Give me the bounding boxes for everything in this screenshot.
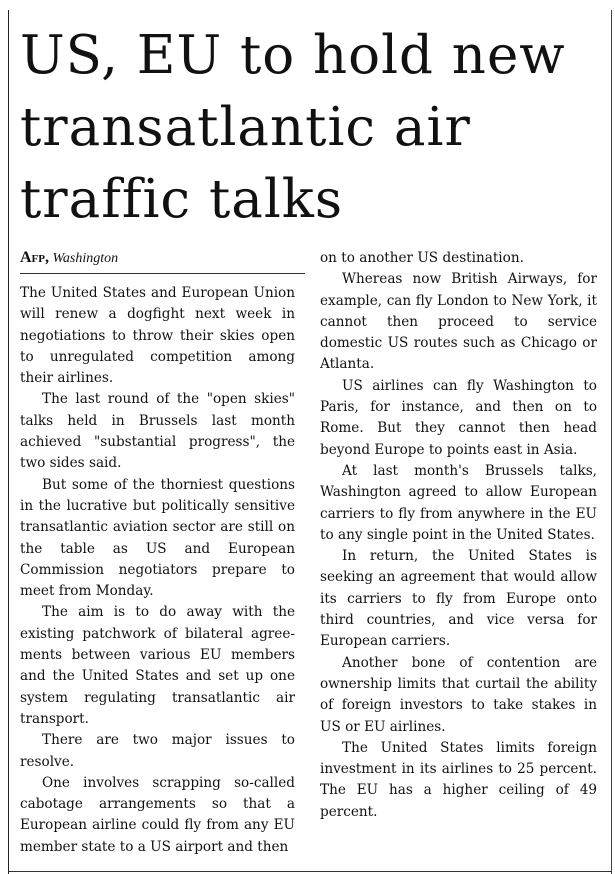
right-border-rule [611, 10, 612, 874]
paragraph: But some of the thorniest questions in the lucrative but politically sensitive transatlantic aviation sector are still on the table as US and European Commission negotiators prepare to meet from Monday. [20, 476, 295, 600]
byline [20, 248, 305, 274]
paragraph: The last round of the "open skies" talks held in Brussels last month achieved "substantial progress", the two sides said. [20, 391, 295, 472]
paragraph: The United States limits foreign investment in its airlines to 25 percent. The EU has a higher ceiling of 49 percent. [320, 739, 597, 820]
paragraph: In return, the United States is seeking an agreement that would allow its carriers to fly from Europe onto third countries, and vice versa for European carriers. [320, 548, 597, 650]
headline: US, EU to hold new transatlantic air traffic talks [20, 25, 566, 230]
right-column [320, 248, 597, 823]
paragraph: Whereas now British Airways, for example, can fly London to New York, it cannot then proceed to service domestic US routes such as Chicago or Atlanta. [320, 271, 597, 373]
paragraph: Another bone of contention are ownership limits that curtail the ability of foreign investors to take stakes in US or EU airlines. [320, 654, 597, 735]
paragraph: The aim is to do away with the existing patchwork of bilateral agree-ments between various EU members and the United States and set up one system regulating transatlantic air transport. [20, 604, 295, 727]
left-column [20, 283, 295, 858]
paragraph-continued: on to another US destination. [320, 250, 524, 266]
paragraph: At last month's Brussels talks, Washington agreed to allow European carriers to fly from anywhere in the EU to any single point in the United States. [320, 462, 597, 543]
byline-agency: Afp, [20, 249, 49, 266]
bottom-border-rule [8, 871, 612, 872]
left-border-rule [8, 10, 9, 874]
paragraph: The United States and European Union will renew a dogfight next week in negotiations to throw their skies open to unregulated competition among their airlines. [20, 285, 295, 387]
byline-place: Washington [52, 251, 119, 266]
paragraph: There are two major issues to resolve. [20, 732, 295, 770]
paragraph: US airlines can fly Washington to Paris, for instance, and then on to Rome. But they cannot then head beyond Europe to points east in Asia. [320, 377, 597, 458]
paragraph: One involves scrapping so-called cabotage arrangements so that a European airline could fly from any EU member state to a US airport and then [20, 774, 295, 855]
